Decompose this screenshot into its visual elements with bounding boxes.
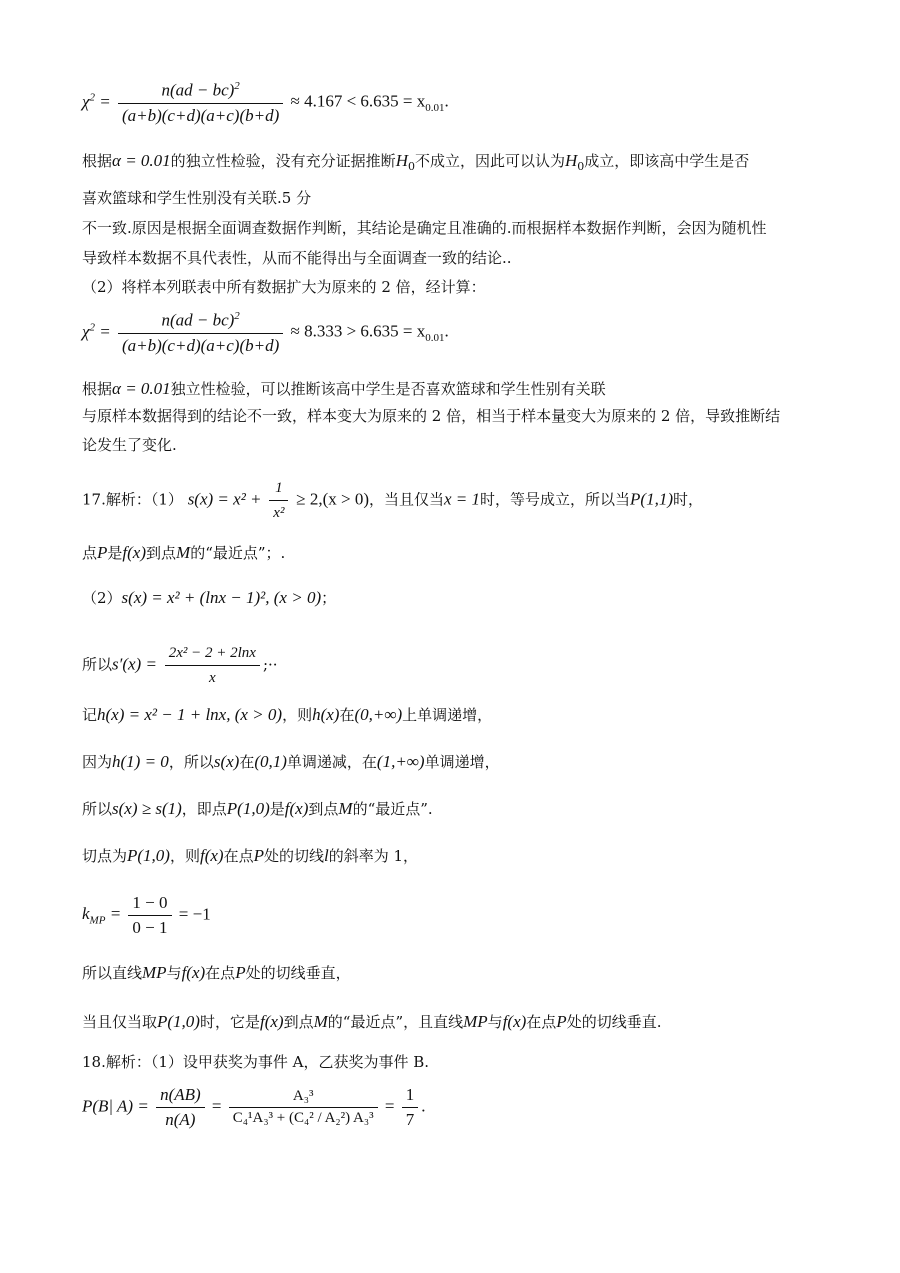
chi-square-formula-2: $\chi^2$ = $\frac{n(ad - bc)^2}{(a+b)(c+d)(a+c)(b+d)}$ ≈ $8.333 > 6.635 = x_{0.01}$. xyxy=(82,310,449,355)
text-line: 根据α = 0.01的独立性检验，没有充分证据推断$H_0$不成立，因此可以认为$H_0$成立，即该高中学生是否 xyxy=(82,151,750,173)
fraction: $\frac{1 - 0}{0 - 1}$ xyxy=(128,893,171,938)
text-line: 17.解析：（1） s(x) = x² + $\frac{1}{\text{x²}}$ ≥ 2,(x > 0)，当且仅当x = 1时，等号成立，所以当P(1,1)时， xyxy=(82,480,704,521)
text-line: 喜欢篮球和学生性别没有关联.5 分 xyxy=(82,189,312,207)
text-line: （2）将样本列联表中所有数据扩大为原来的 2 倍，经计算： xyxy=(82,278,486,296)
text-line: 当且仅当取P(1,0)时，它是f(x)到点M的“最近点”，且直线MP与f(x)在点P处的切线垂直. xyxy=(82,1012,662,1031)
text-line: 导致样本数据不具代表性，从而不能得出与全面调查一致的结论.. xyxy=(82,249,512,267)
fraction: $\frac{1}{\text{x²}}$ xyxy=(269,478,288,523)
slope-formula: $k_{MP}$ = $\frac{1 - 0}{0 - 1}$ = −1 xyxy=(82,893,211,937)
text-line: 记h(x) = x² − 1 + lnx, (x > 0)，则h(x)在(0,+∞)上单调递增， xyxy=(82,705,493,724)
fraction: $\frac{n(AB)}{n(A)}$ xyxy=(156,1085,205,1130)
text-line: （2）s(x) = x² + (lnx − 1)², (x > 0)； xyxy=(82,588,337,607)
text-line: 所以s(x) ≥ s(1)，即点P(1,0)是f(x)到点M的“最近点”. xyxy=(82,799,433,818)
fraction: $\frac{\text{A₃³}}{\text{C₄¹A₃³ + (C₄² / A₂²) A₃³}}$ xyxy=(229,1088,378,1127)
chi-square-fraction: $\frac{n(ad - bc)^2}{(a+b)(c+d)(a+c)(b+d)}$ xyxy=(118,310,283,356)
chi-square-fraction: $\frac{n(ad - bc)^2}{(a+b)(c+d)(a+c)(b+d)}$ xyxy=(118,80,283,126)
text-line: 论发生了变化. xyxy=(82,436,177,454)
text-line: 点P是f(x)到点M的“最近点”；. xyxy=(82,543,286,562)
text-line: 根据α = 0.01独立性检验，可以推断该高中学生是否喜欢篮球和学生性别有关联 xyxy=(82,379,606,398)
text-line: 与原样本数据得到的结论不一致，样本变大为原来的 2 倍，相当于样本量变大为原来的 2 倍，导致推断结 xyxy=(82,407,781,425)
fraction: $\frac{1}{7}$ xyxy=(402,1085,419,1130)
text-line: 18.解析：（1）设甲获奖为事件 A，乙获奖为事件 B. xyxy=(82,1053,430,1071)
text-line: 所以s′(x) = $\frac{\text{2x² − 2 + 2lnx}}{x}$ ;·· xyxy=(82,645,278,686)
text-line: 不一致.原因是根据全面调查数据作判断，其结论是确定且准确的.而根据样本数据作判断，会因为随机性 xyxy=(82,219,767,237)
text-line: 所以直线MP与f(x)在点P处的切线垂直， xyxy=(82,963,351,982)
text-line: 切点为P(1,0)，则f(x)在点P处的切线l的斜率为 1， xyxy=(82,846,419,865)
probability-formula: P(B| A) = $\frac{n(AB)}{n(A)}$ = $\frac{\text{A₃³}}{\text{C₄¹A₃³ + (C₄² / A₂²) A₃³}}$ = $\frac{1}{7}$ . xyxy=(82,1085,426,1129)
text-line: 因为h(1) = 0，所以s(x)在(0,1)单调递减，在(1,+∞)单调递增， xyxy=(82,752,500,771)
fraction: $\frac{\text{2x² − 2 + 2lnx}}{x}$ xyxy=(165,643,260,688)
chi-square-formula-1: $\chi^2$ = $\frac{n(ad - bc)^2}{(a+b)(c+d)(a+c)(b+d)}$ ≈ $4.167 < 6.635 = x_{0.01}$. xyxy=(82,80,449,125)
